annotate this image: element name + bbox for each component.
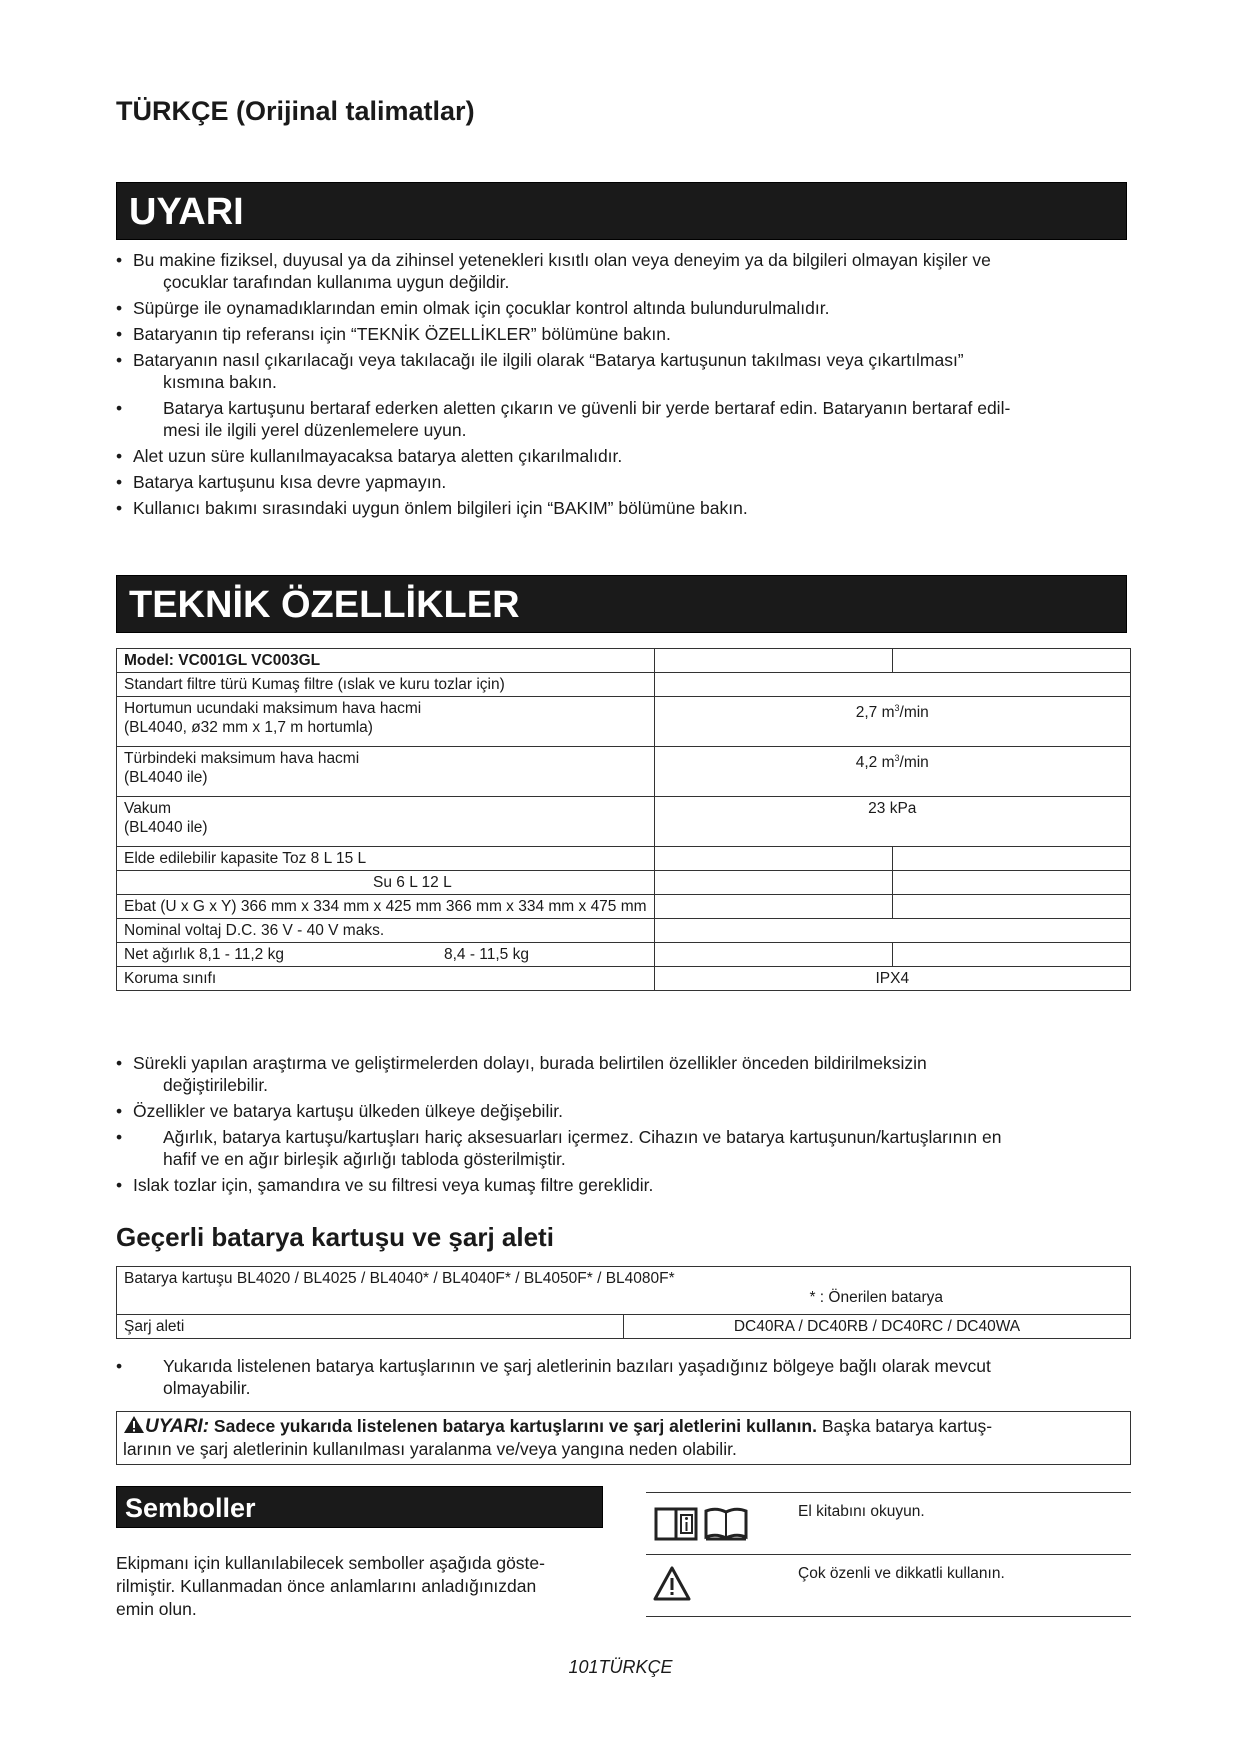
list-item: • Batarya kartuşunu kısa devre yapmayın. xyxy=(116,471,1136,493)
manual-book-icon xyxy=(652,1503,752,1548)
table-row xyxy=(117,847,1131,871)
list-item: • Sürekli yapılan araştırma ve geliştirmelerden dolayı, burada belirtilen özellikler önceden bildirilmeksizin değiştirilebilir. xyxy=(116,1052,1136,1096)
specs-banner: TEKNİK ÖZELLİKLER xyxy=(116,575,1127,633)
symbol-description: El kitabını okuyun. xyxy=(798,1503,925,1520)
water-cell: Su 6 L 12 L xyxy=(117,871,655,895)
protection-label-cell: Koruma sınıfı xyxy=(117,967,655,991)
symbol-row xyxy=(646,1492,1131,1554)
filter-cell: Standart filtre türü Kumaş filtre (ıslak ve kuru tozlar için) xyxy=(117,673,655,697)
table-row xyxy=(117,797,1131,847)
specs-table xyxy=(116,648,1131,991)
list-item: • Ağırlık, batarya kartuşu/kartuşları hariç aksesuarları içermez. Cihazın ve batarya kartuşunun/kartuşlarının en hafif ve en ağır birleşik ağırlığı tabloda gösterilmiştir. xyxy=(116,1126,1136,1170)
hose-label-cell: Hortumun ucundaki maksimum hava hacmi (BL4040, ø32 mm x 1,7 m hortumla) xyxy=(117,697,655,747)
symbols-table xyxy=(646,1492,1131,1617)
symbols-intro: Ekipmanı için kullanılabilecek semboller aşağıda göste- rilmiştir. Kullanmadan önce anlamlarını anladığınızdan emin olun. xyxy=(116,1553,545,1619)
vacuum-value-cell: 23 kPa xyxy=(654,797,1130,847)
list-item: • Bataryanın tip referansı için “TEKNİK ÖZELLİKLER” bölümüne bakın. xyxy=(116,323,1136,345)
hose-value-cell: 2,7 $m^3/\min$ xyxy=(654,697,1130,747)
turbine-value-cell: 4,2 $m^3/\min$ xyxy=(654,747,1130,797)
table-row xyxy=(117,919,1131,943)
list-item: • Kullanıcı bakımı sırasındaki uygun önlem bilgileri için “BAKIM” bölümüne bakın. xyxy=(116,497,1136,519)
battery-cell: Batarya kartuşu BL4020 / BL4025 / BL4040* / BL4040F* / BL4050F* / BL4080F* * : Önerilen batarya xyxy=(117,1267,1131,1315)
table-row xyxy=(117,943,1131,967)
charger-value-cell: DC40RA / DC40RB / DC40RC / DC40WA xyxy=(624,1315,1131,1339)
table-row xyxy=(117,895,1131,919)
list-item: • Bataryanın nasıl çıkarılacağı veya takılacağı ile ilgili olarak “Batarya kartuşunun takılması veya çıkartılması” kısmına bakın. xyxy=(116,349,1136,393)
list-item: • Bu makine fiziksel, duyusal ya da zihinsel yetenekleri kısıtlı olan veya deneyim ya da bilgileri olmayan kişiler ve çocuklar tarafından kullanıma uygun değildir. xyxy=(116,249,1136,293)
list-item: • Süpürge ile oynamadıklarından emin olmak için çocuklar kontrol altında bulundurulmalıdır. xyxy=(116,297,1136,319)
list-item: • Özellikler ve batarya kartuşu ülkeden ülkeye değişebilir. xyxy=(116,1100,1136,1122)
capacity-cell: Elde edilebilir kapasite Toz 8 L 15 L xyxy=(117,847,655,871)
table-row xyxy=(117,697,1131,747)
spec-notes-list xyxy=(116,1052,1136,1200)
battery-heading: Geçerli batarya kartuşu ve şarj aleti xyxy=(116,1222,554,1252)
battery-table xyxy=(116,1266,1131,1339)
charger-label-cell: Şarj aleti xyxy=(117,1315,624,1339)
symbols-banner: Semboller xyxy=(116,1486,603,1528)
warning-banner: UYARI xyxy=(116,182,1127,240)
battery-notes-list xyxy=(116,1355,1136,1403)
warning-bold-text: Sadece yukarıda listelenen batarya kartuşlarını ve şarj aletlerini kullanın. xyxy=(213,1416,817,1436)
model-cell: Model: VC001GL VC003GL xyxy=(117,649,655,673)
table-row xyxy=(117,967,1131,991)
warning-label: UYARI: xyxy=(145,1416,210,1437)
list-item: • Islak tozlar için, şamandıra ve su filtresi veya kumaş filtre gereklidir. xyxy=(116,1174,1136,1196)
warning-triangle-icon xyxy=(652,1565,692,1608)
list-item: • Batarya kartuşunu bertaraf ederken aletten çıkarın ve güvenli bir yerde bertaraf edin. Bataryanın bertaraf edil- mesi ile ilgili yerel düzenlemelere uyun. xyxy=(116,397,1136,441)
warning-list xyxy=(116,249,1136,523)
voltage-cell: Nominal voltaj D.C. 36 V - 40 V maks. xyxy=(117,919,655,943)
table-row xyxy=(117,871,1131,895)
protection-value-cell: IPX4 xyxy=(654,967,1130,991)
table-row xyxy=(117,649,1131,673)
dimensions-cell: Ebat (U x G x Y) 366 mm x 334 mm x 425 mm 366 mm x 334 mm x 475 mm xyxy=(117,895,655,919)
turbine-label-cell: Türbindeki maksimum hava hacmi (BL4040 ile) xyxy=(117,747,655,797)
weight-cell: Net ağırlık 8,1 - 11,2 kg 8,4 - 11,5 kg xyxy=(117,943,655,967)
warning-text: Başka batarya kartuş- xyxy=(821,1416,993,1436)
page-title: TÜRKÇE (Orijinal talimatlar) xyxy=(116,96,475,126)
warning-triangle-icon xyxy=(123,1415,145,1434)
table-row xyxy=(117,1315,1131,1339)
table-row xyxy=(117,673,1131,697)
battery-warning-box xyxy=(116,1411,1131,1465)
warning-text-2: larının ve şarj aletlerinin kullanılması yaralanma ve/veya yangına neden olabilir. xyxy=(123,1439,737,1459)
table-row xyxy=(117,1267,1131,1315)
list-item: • Alet uzun süre kullanılmayacaksa batarya aletten çıkarılmalıdır. xyxy=(116,445,1136,467)
symbol-row xyxy=(646,1554,1131,1617)
vacuum-label-cell: Vakum (BL4040 ile) xyxy=(117,797,655,847)
symbol-description: Çok özenli ve dikkatli kullanın. xyxy=(798,1565,1005,1582)
page-footer: 101TÜRKÇE xyxy=(568,1657,673,1677)
table-row xyxy=(117,747,1131,797)
list-item: • Yukarıda listelenen batarya kartuşlarının ve şarj aletlerinin bazıları yaşadığınız bölgeye bağlı olarak mevcut olmayabilir. xyxy=(116,1355,1136,1399)
